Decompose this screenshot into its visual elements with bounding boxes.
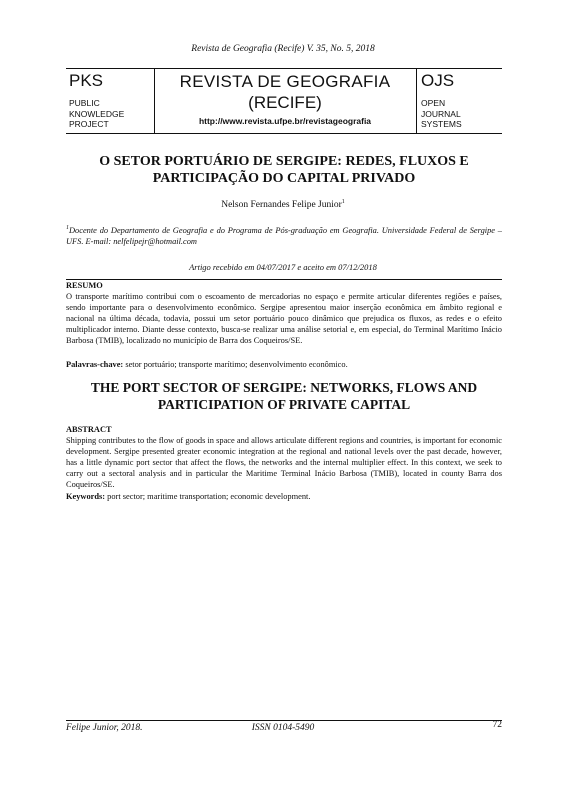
abstract-text: Shipping contributes to the flow of goods in space and allows articulate different regions and countries, is important for economic development. Sergipe presented greater economic integration at the regional and national levels over the past decade, however, has a little dynamic port sector that affect the flows, the networks and the internal multiplier effect. In this context, we seek to carry out a sectoral analysis and in particular the Maritime Terminal Inácio Barbosa (TMIB), located in county Barra dos Coqueiros/SE. xyxy=(66,436,502,489)
ojs-logo-text: OJS xyxy=(421,71,455,90)
journal-title: REVISTA DE GEOGRAFIA xyxy=(179,72,391,91)
affiliation-text: Docente do Departamento de Geografia e do Programa de Pós-graduação em Geografia. Universidade Federal de Sergipe – UFS. E-mail: nelfelipejr@hotmail.com xyxy=(66,225,502,246)
author-affiliation xyxy=(66,223,502,247)
journal-title-sub: (RECIFE) xyxy=(248,93,322,112)
article-title-en xyxy=(66,379,502,413)
ojs-logo xyxy=(416,69,503,133)
keywords-pt xyxy=(66,359,502,370)
pks-logo xyxy=(66,69,155,133)
article-title-pt-line: O SETOR PORTUÁRIO DE SERGIPE: REDES, FLUXOS E xyxy=(99,154,469,169)
ojs-line: OPEN xyxy=(421,98,446,108)
resumo-text: O transporte marítimo contribui com o escoamento de mercadorias no espaço e permite articular diferentes regiões e países, sendo importante para o desenvolvimento econômico. Sergipe apresentou maior inserção econômica em âmbito regional e nacional na última década, todavia, possui um setor portuário pouco dinâmico que prejudica os fluxos, as redes e o efeito multiplicador interno. Diante desse contexto, busca-se realizar uma análise setorial e, em especial, do Terminal Marítimo Inácio Barbosa (TMIB), localizado no município de Barra dos Coqueiros/SE. xyxy=(66,292,502,345)
journal-title-block xyxy=(154,69,416,133)
footer-divider xyxy=(66,720,502,721)
journal-citation: Revista de Geografia (Recife) V. 35, No. 5, 2018 xyxy=(191,44,375,54)
article-title-en-line: PARTICIPATION OF PRIVATE CAPITAL xyxy=(157,397,411,412)
keywords-en-text: port sector; maritime transportation; economic development. xyxy=(105,492,311,501)
author-text: Nelson Fernandes Felipe Junior xyxy=(221,200,342,211)
affiliation-marker: 1 xyxy=(66,225,69,231)
author-footnote-marker: 1 xyxy=(341,199,345,205)
keywords-pt-text: setor portuário; transporte marítimo; desenvolvimento econômico. xyxy=(123,360,348,369)
pks-logo-subtitle xyxy=(69,98,124,130)
abstract-heading: ABSTRACT xyxy=(66,425,112,434)
keywords-en-label: Keywords: xyxy=(66,492,106,501)
page-number: 72 xyxy=(492,720,502,730)
ojs-line: JOURNAL xyxy=(421,108,461,119)
resumo-divider xyxy=(66,279,502,280)
author-name xyxy=(0,199,566,210)
pks-line: PUBLIC xyxy=(69,98,100,108)
ojs-logo-subtitle xyxy=(421,98,462,130)
footer-citation: Felipe Junior, 2018. xyxy=(66,723,143,733)
pks-line: PROJECT xyxy=(69,119,109,129)
journal-url[interactable]: http://www.revista.ufpe.br/revistageografia xyxy=(198,116,372,126)
journal-masthead xyxy=(66,68,502,134)
pks-logo-text: PKS xyxy=(69,71,104,90)
article-title-pt-line: PARTICIPAÇÃO DO CAPITAL PRIVADO xyxy=(152,171,416,186)
received-dates: Artigo recebido em 04/07/2017 e aceito em 07/12/2018 xyxy=(189,262,377,272)
article-title-pt xyxy=(66,153,502,187)
pks-line: KNOWLEDGE xyxy=(69,108,125,119)
article-title-en-line: THE PORT SECTOR OF SERGIPE: NETWORKS, FLOWS AND xyxy=(90,380,478,395)
keywords-pt-label: Palavras-chave: xyxy=(66,360,124,369)
footer-issn: ISSN 0104-5490 xyxy=(251,723,315,733)
ojs-line: SYSTEMS xyxy=(421,119,462,129)
keywords-en xyxy=(66,491,502,502)
resumo-heading: RESUMO xyxy=(66,281,103,290)
